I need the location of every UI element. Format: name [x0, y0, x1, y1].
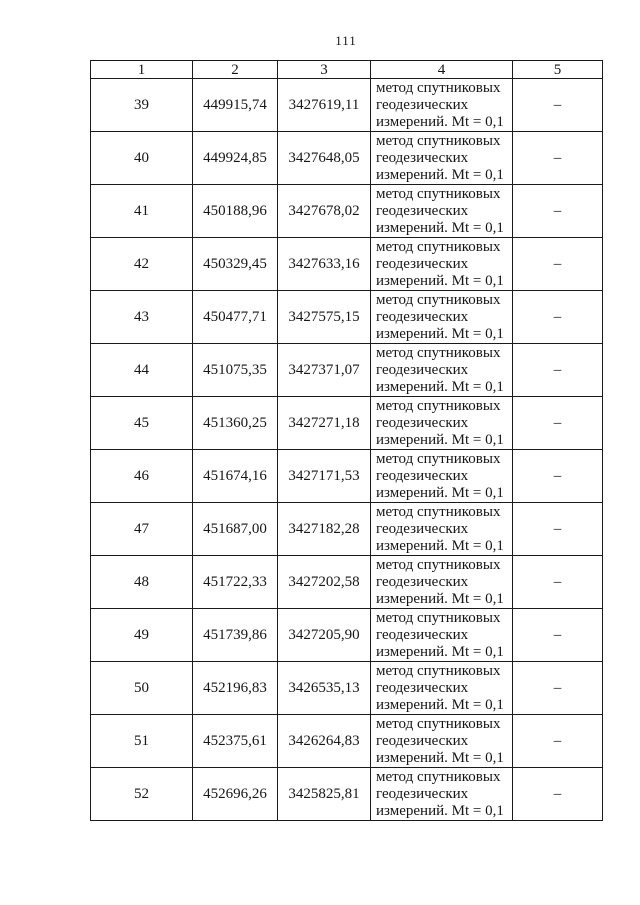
- cell-x-coordinate: 450188,96: [193, 185, 278, 238]
- cell-y-coordinate: 3427633,16: [278, 238, 371, 291]
- header-cell-1: 1: [91, 61, 193, 79]
- cell-x-coordinate: 449915,74: [193, 79, 278, 132]
- table-row: [91, 344, 603, 397]
- cell-note: –: [513, 609, 603, 662]
- method-line: метод спутниковых: [376, 132, 501, 149]
- method-line: геодезических: [376, 785, 469, 802]
- table-row: [91, 450, 603, 503]
- cell-x-coordinate: 451075,35: [193, 344, 278, 397]
- cell-point-number: 43: [91, 291, 193, 344]
- method-line: измерений. Mt = 0,1: [376, 802, 504, 819]
- method-line: метод спутниковых: [376, 556, 501, 573]
- method-line: геодезических: [376, 149, 469, 166]
- method-line: геодезических: [376, 520, 469, 537]
- cell-method: [371, 715, 513, 768]
- cell-y-coordinate: 3427619,11: [278, 79, 371, 132]
- cell-y-coordinate: 3426264,83: [278, 715, 371, 768]
- cell-method: [371, 397, 513, 450]
- cell-note: –: [513, 768, 603, 821]
- cell-note: –: [513, 344, 603, 397]
- header-cell-4: 4: [371, 61, 513, 79]
- cell-y-coordinate: 3427182,28: [278, 503, 371, 556]
- method-line: метод спутниковых: [376, 238, 501, 255]
- method-line: геодезических: [376, 255, 469, 272]
- method-line: геодезических: [376, 626, 469, 643]
- cell-y-coordinate: 3427171,53: [278, 450, 371, 503]
- cell-x-coordinate: 451739,86: [193, 609, 278, 662]
- method-line: измерений. Mt = 0,1: [376, 484, 504, 501]
- cell-y-coordinate: 3425825,81: [278, 768, 371, 821]
- method-line: измерений. Mt = 0,1: [376, 537, 504, 554]
- cell-method: [371, 291, 513, 344]
- table-row: [91, 291, 603, 344]
- table-row: [91, 503, 603, 556]
- cell-note: –: [513, 556, 603, 609]
- cell-point-number: 46: [91, 450, 193, 503]
- table-row: [91, 609, 603, 662]
- table-row: [91, 79, 603, 132]
- page-number: 111: [335, 33, 357, 48]
- cell-method: [371, 238, 513, 291]
- cell-x-coordinate: 451674,16: [193, 450, 278, 503]
- cell-point-number: 48: [91, 556, 193, 609]
- cell-x-coordinate: 451687,00: [193, 503, 278, 556]
- method-line: измерений. Mt = 0,1: [376, 113, 504, 130]
- cell-y-coordinate: 3427678,02: [278, 185, 371, 238]
- method-line: измерений. Mt = 0,1: [376, 749, 504, 766]
- cell-method: [371, 768, 513, 821]
- method-line: измерений. Mt = 0,1: [376, 643, 504, 660]
- cell-point-number: 49: [91, 609, 193, 662]
- method-line: метод спутниковых: [376, 662, 501, 679]
- cell-method: [371, 132, 513, 185]
- cell-point-number: 44: [91, 344, 193, 397]
- table-row: [91, 397, 603, 450]
- cell-note: –: [513, 238, 603, 291]
- method-line: измерений. Mt = 0,1: [376, 378, 504, 395]
- cell-method: [371, 450, 513, 503]
- header-cell-2: 2: [193, 61, 278, 79]
- cell-note: –: [513, 397, 603, 450]
- cell-point-number: 45: [91, 397, 193, 450]
- cell-point-number: 51: [91, 715, 193, 768]
- table-body: [91, 79, 603, 821]
- cell-method: [371, 609, 513, 662]
- table-row: [91, 238, 603, 291]
- cell-y-coordinate: 3427202,58: [278, 556, 371, 609]
- method-line: метод спутниковых: [376, 715, 501, 732]
- cell-x-coordinate: 450477,71: [193, 291, 278, 344]
- cell-method: [371, 556, 513, 609]
- cell-note: –: [513, 503, 603, 556]
- method-line: метод спутниковых: [376, 185, 501, 202]
- cell-method: [371, 662, 513, 715]
- cell-y-coordinate: 3427648,05: [278, 132, 371, 185]
- method-line: геодезических: [376, 732, 469, 749]
- method-line: измерений. Mt = 0,1: [376, 325, 504, 342]
- cell-point-number: 39: [91, 79, 193, 132]
- cell-x-coordinate: 452696,26: [193, 768, 278, 821]
- cell-point-number: 52: [91, 768, 193, 821]
- method-line: метод спутниковых: [376, 768, 501, 785]
- cell-method: [371, 344, 513, 397]
- method-line: измерений. Mt = 0,1: [376, 166, 504, 183]
- coordinates-table: [90, 60, 603, 821]
- table-row: [91, 185, 603, 238]
- cell-note: –: [513, 715, 603, 768]
- method-line: геодезических: [376, 573, 469, 590]
- method-line: измерений. Mt = 0,1: [376, 431, 504, 448]
- cell-method: [371, 79, 513, 132]
- method-line: геодезических: [376, 679, 469, 696]
- method-line: измерений. Mt = 0,1: [376, 590, 504, 607]
- cell-method: [371, 503, 513, 556]
- cell-x-coordinate: 451360,25: [193, 397, 278, 450]
- cell-note: –: [513, 79, 603, 132]
- cell-note: –: [513, 450, 603, 503]
- header-cell-5: 5: [513, 61, 603, 79]
- table-row: [91, 662, 603, 715]
- method-line: геодезических: [376, 308, 469, 325]
- method-line: метод спутниковых: [376, 397, 501, 414]
- cell-y-coordinate: 3427371,07: [278, 344, 371, 397]
- cell-y-coordinate: 3427575,15: [278, 291, 371, 344]
- method-line: геодезических: [376, 361, 469, 378]
- cell-point-number: 50: [91, 662, 193, 715]
- cell-point-number: 47: [91, 503, 193, 556]
- table-row: [91, 132, 603, 185]
- cell-point-number: 42: [91, 238, 193, 291]
- cell-point-number: 40: [91, 132, 193, 185]
- cell-point-number: 41: [91, 185, 193, 238]
- cell-x-coordinate: 449924,85: [193, 132, 278, 185]
- method-line: метод спутниковых: [376, 344, 501, 361]
- cell-method: [371, 185, 513, 238]
- table-row: [91, 715, 603, 768]
- cell-y-coordinate: 3426535,13: [278, 662, 371, 715]
- table-row: [91, 768, 603, 821]
- cell-note: –: [513, 132, 603, 185]
- cell-y-coordinate: 3427205,90: [278, 609, 371, 662]
- method-line: метод спутниковых: [376, 609, 501, 626]
- method-line: метод спутниковых: [376, 450, 501, 467]
- method-line: геодезических: [376, 202, 469, 219]
- cell-note: –: [513, 662, 603, 715]
- header-row: [91, 61, 603, 79]
- cell-y-coordinate: 3427271,18: [278, 397, 371, 450]
- method-line: измерений. Mt = 0,1: [376, 696, 504, 713]
- cell-note: –: [513, 185, 603, 238]
- method-line: геодезических: [376, 467, 469, 484]
- method-line: измерений. Mt = 0,1: [376, 272, 504, 289]
- cell-x-coordinate: 450329,45: [193, 238, 278, 291]
- cell-note: –: [513, 291, 603, 344]
- method-line: метод спутниковых: [376, 503, 501, 520]
- cell-x-coordinate: 452375,61: [193, 715, 278, 768]
- cell-x-coordinate: 451722,33: [193, 556, 278, 609]
- table-row: [91, 556, 603, 609]
- method-line: метод спутниковых: [376, 291, 501, 308]
- method-line: геодезических: [376, 96, 469, 113]
- header-cell-3: 3: [278, 61, 371, 79]
- method-line: геодезических: [376, 414, 469, 431]
- cell-x-coordinate: 452196,83: [193, 662, 278, 715]
- method-line: измерений. Mt = 0,1: [376, 219, 504, 236]
- method-line: метод спутниковых: [376, 79, 501, 96]
